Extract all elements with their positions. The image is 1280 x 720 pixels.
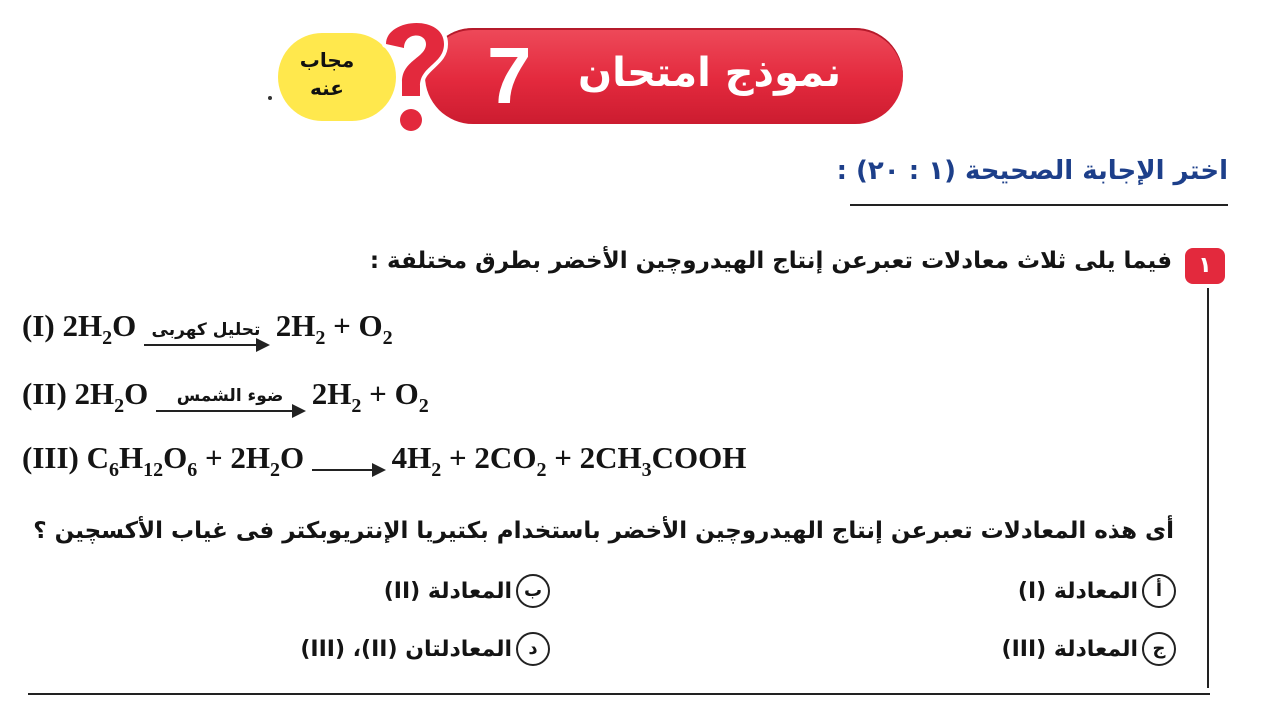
question-mark-icon bbox=[374, 8, 454, 138]
choice-d[interactable] bbox=[300, 632, 550, 666]
exam-title: نموذج امتحان bbox=[578, 50, 841, 96]
choice-b[interactable] bbox=[384, 574, 550, 608]
equation-3-label: (III) bbox=[22, 440, 79, 475]
equation-2: (II) $2H_2O$ ضوء الشمس $2H_2 + O_2$ bbox=[22, 376, 429, 417]
answered-badge-line1: مجاب bbox=[299, 48, 355, 72]
equation-1-arrow bbox=[144, 312, 268, 346]
equation-1: (I) $2H_2O$ تحليل كهربى $2H_2 + O_2$ bbox=[22, 308, 393, 350]
choice-c[interactable] bbox=[1002, 632, 1176, 666]
equation-2-arrow-label: ضوء الشمس bbox=[176, 385, 284, 406]
arrow-head bbox=[372, 463, 386, 477]
arrow-line bbox=[156, 410, 302, 412]
choice-c-letter: ج bbox=[1142, 632, 1176, 666]
choice-b-letter: ب bbox=[516, 574, 550, 608]
section-title: اختر الإجابة الصحيحة (١ : ٢٠) : bbox=[836, 156, 1228, 186]
equation-1-label: (I) bbox=[22, 308, 55, 343]
equation-2-label: (II) bbox=[22, 376, 67, 411]
equation-3-arrow bbox=[312, 451, 384, 471]
question-side-rule bbox=[1207, 288, 1209, 688]
question-intro: فيما يلى ثلاث معادلات تعبرعن إنتاج الهيدروچين الأخضر بطرق مختلفة : bbox=[369, 248, 1172, 274]
question-number-badge: ١ bbox=[1185, 248, 1225, 284]
equation-1-arrow-label: تحليل كهربى bbox=[151, 319, 261, 340]
choice-d-text: المعادلتان (II)، (III) bbox=[300, 636, 512, 662]
section-underline bbox=[850, 204, 1228, 206]
answered-badge-line2: عنه bbox=[310, 76, 344, 100]
arrow-line bbox=[144, 344, 266, 346]
exam-number: 7 bbox=[487, 31, 532, 120]
decorative-dot bbox=[268, 96, 272, 100]
equation-3: (III) $C_6H_{12}O_6 + 2H_2O$ $4H_2 + 2CO_2$ + $2CH_3COOH$ bbox=[22, 440, 747, 481]
arrow-head bbox=[256, 338, 270, 352]
choice-a[interactable] bbox=[1018, 574, 1176, 608]
exam-banner bbox=[425, 28, 903, 124]
answered-badge-label bbox=[297, 46, 357, 102]
choice-a-letter: أ bbox=[1142, 574, 1176, 608]
choice-b-text: المعادلة (II) bbox=[383, 578, 512, 604]
equation-2-arrow bbox=[156, 382, 304, 412]
bottom-rule bbox=[28, 693, 1210, 695]
choice-d-letter: د bbox=[516, 632, 550, 666]
arrow-head bbox=[292, 404, 306, 418]
choice-c-text: المعادلة (III) bbox=[1001, 636, 1138, 662]
choice-a-text: المعادلة (I) bbox=[1017, 578, 1138, 604]
question-prompt: أى هذه المعادلات تعبرعن إنتاج الهيدروچين الأخضر باستخدام بكتيريا الإنتريوبكتر فى غياب الأكسچين ؟ bbox=[33, 518, 1174, 544]
